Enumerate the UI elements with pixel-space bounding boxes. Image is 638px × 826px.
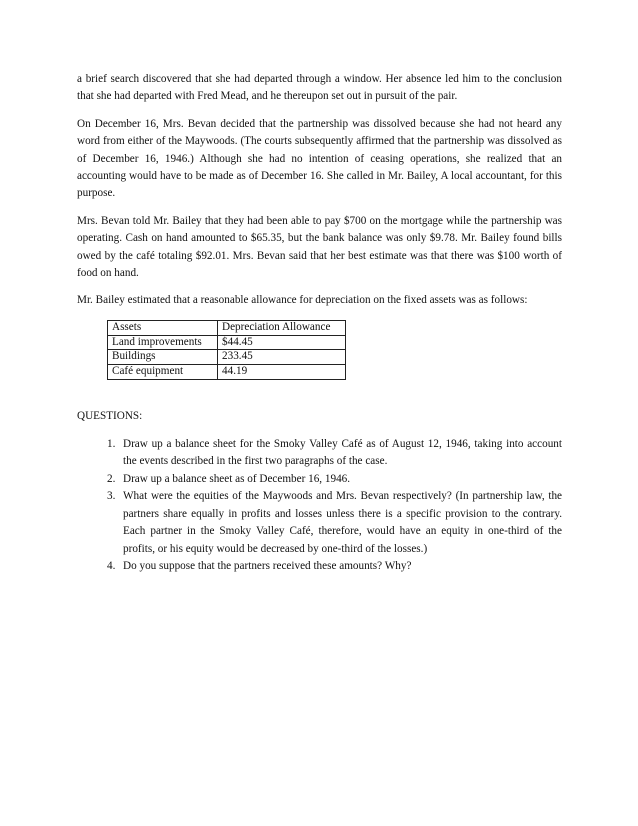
table-cell-asset: Buildings xyxy=(108,350,218,365)
table-row xyxy=(108,335,346,350)
question-number: 3. xyxy=(107,490,116,503)
table-cell-allowance: 233.45 xyxy=(218,350,346,365)
paragraph-search: a brief search discovered that she had departed through a window. Her absence led him to the conclusion that she had departed with Fred Mead, and he thereupon set out in pursuit of the pair. xyxy=(77,73,562,103)
question-text: What were the equities of the Maywoods and Mrs. Bevan respectively? (In partnership law, the partners share equally in profits and losses unless there is a specific provision to the contrary. Each partner in the Smoky Valley Café, therefore, would have an equity in one-third of the profits, or his equity would be decreased by one-third of the losses.) xyxy=(123,490,562,555)
table-row xyxy=(108,365,346,380)
question-text: Draw up a balance sheet as of December 16, 1946. xyxy=(123,472,351,485)
questions-heading: QUESTIONS: xyxy=(77,410,143,423)
table-row xyxy=(108,350,346,365)
questions-list xyxy=(77,436,562,575)
question-number: 1. xyxy=(107,438,116,451)
question-item xyxy=(107,488,562,558)
question-number: 2. xyxy=(107,472,116,485)
question-item xyxy=(107,558,562,575)
paragraph-finances: Mrs. Bevan told Mr. Bailey that they had been able to pay $700 on the mortgage while the partnership was operating. Cash on hand amounted to $65.35, but the bank balance was only $9.78. Mr. Bailey found bills owed by the café totaling $92.01. Mrs. Bevan said that her best estimate was that there was $100 worth of food on hand. xyxy=(77,214,562,280)
question-item xyxy=(107,436,562,471)
question-text: Do you suppose that the partners received these amounts? Why? xyxy=(123,559,412,572)
question-item xyxy=(107,471,562,488)
table-cell-allowance: $44.45 xyxy=(218,335,346,350)
table-header-assets: Assets xyxy=(108,320,218,335)
paragraph-depreciation-intro: Mr. Bailey estimated that a reasonable allowance for depreciation on the fixed assets was as follows: xyxy=(77,294,528,307)
paragraph-dissolution: On December 16, Mrs. Bevan decided that the partnership was dissolved because she had not heard any word from either of the Maywoods. (The courts subsequently affirmed that the partnership was dissolved as of December 16, 1946.) Although she had no intention of ceasing operations, she realized that an accounting would have to be made as of December 16. She called in Mr. Bailey, A local accountant, for this purpose. xyxy=(77,117,562,200)
question-number: 4. xyxy=(107,559,116,572)
table-header-row xyxy=(108,320,346,335)
table-cell-asset: Land improvements xyxy=(108,335,218,350)
table-cell-allowance: 44.19 xyxy=(218,365,346,380)
depreciation-table xyxy=(107,320,346,380)
table-header-allowance: Depreciation Allowance xyxy=(218,320,346,335)
table-cell-asset: Café equipment xyxy=(108,365,218,380)
question-text: Draw up a balance sheet for the Smoky Valley Café as of August 12, 1946, taking into account the events described in the first two paragraphs of the case. xyxy=(123,438,562,468)
